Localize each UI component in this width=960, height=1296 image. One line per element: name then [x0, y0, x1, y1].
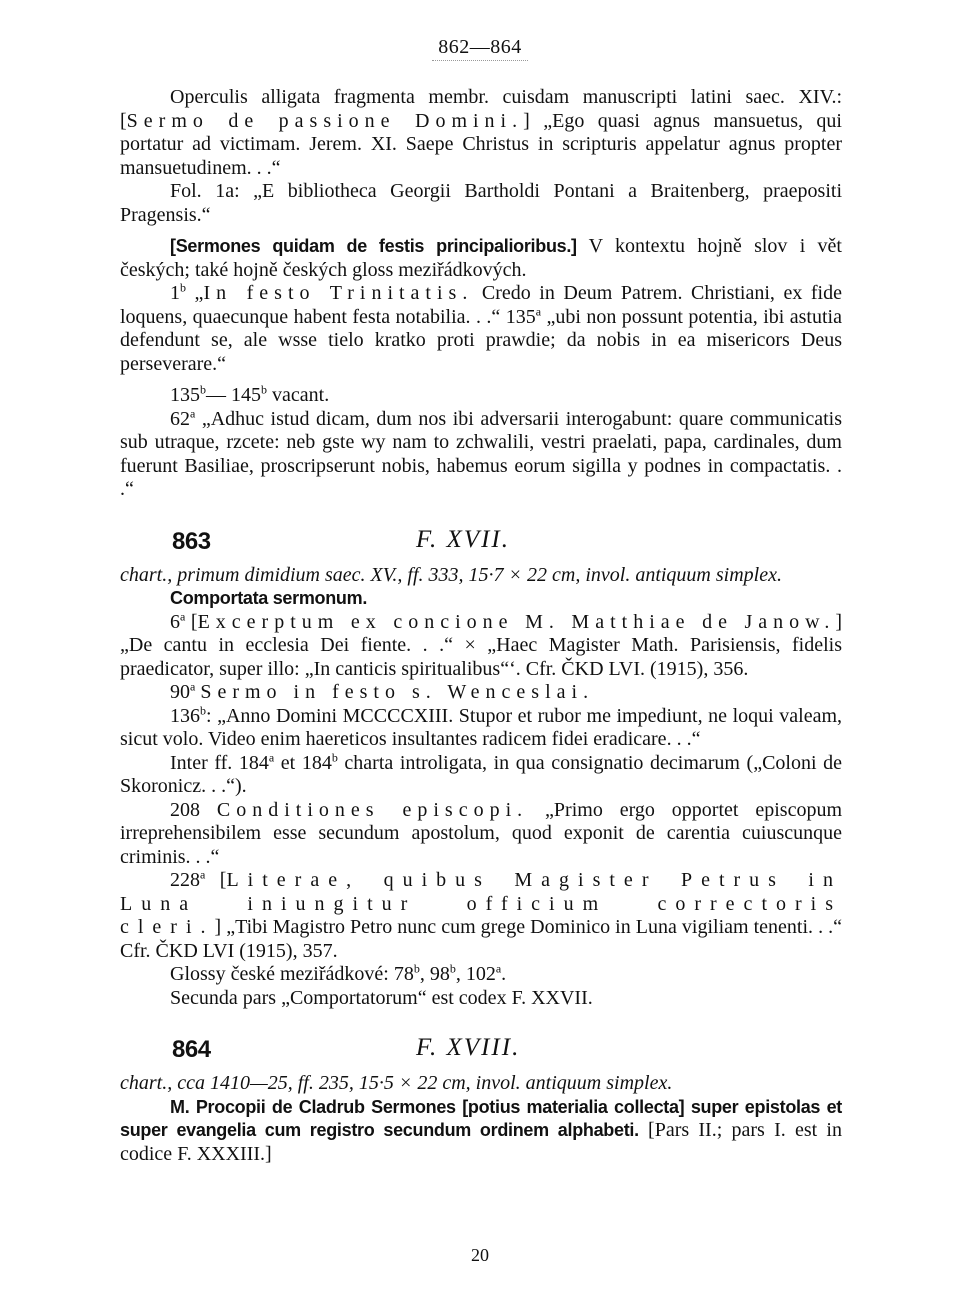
spaced-title: In festo Trinitatis.	[203, 282, 474, 304]
entry-864-heading	[120, 1032, 842, 1072]
bold-title: Comportata sermonum.	[170, 588, 368, 608]
text-run: ] „De cantu in ecclesia Dei fiente. . .“ × „Haec Magister Math. Parisiensis, fidelis praedicator, super illo: „In canticis spiritualibus“‘. Cfr. ČKD LVI. (1915), 356.	[120, 610, 842, 680]
paragraph-folio: Fol. 1a: „E bibliotheca Georgii Bartholdi Pontani a Braitenberg, praepositi Pragensis.“	[120, 180, 842, 226]
text-run: 228	[170, 869, 200, 891]
text-run: — 145	[206, 384, 261, 406]
spaced-title: Literae, quibus Magister Petrus in Luna iniungitur officium correctoris cleri.	[120, 869, 842, 938]
codex-description: chart., cca 1410—25, ff. 235, 15·5 × 22 cm, invol. antiquum simplex.	[120, 1072, 673, 1094]
sup: b	[331, 749, 338, 764]
paragraph-trinitatis	[120, 282, 842, 376]
item-184	[120, 749, 843, 799]
text-run: [Pars II.; pars I. est in codice F. XXXIII.]	[120, 1119, 842, 1165]
text-run: V kontextu hojně slov i vět českých; také hojně českých gloss meziřádkových.	[120, 235, 842, 281]
spaced-title: Conditiones episcopi.	[216, 798, 529, 821]
text-run: 6	[170, 610, 180, 633]
text-run: ] „Ego quasi agnus mansuetus, qui portatur ad victimam. Jerem. XI. Saepe Christus in scripturis appelatur agnus propter mansuetudinem. . .“	[120, 109, 842, 179]
entry-number: 864	[172, 1036, 211, 1063]
text-run: „Adhuc istud dicam, dum nos ibi adversarii interogabunt: quare communicatis sub utraque, rzcete: neb gste wy nam to zchwalili, vestri praelati, papa, cardinales, dum fuerunt Basiliae, proscripserunt nobis, habemus eorum sigilla y podnes in compactatis. . .“	[120, 407, 842, 500]
item-136b	[120, 702, 842, 752]
entry-number: 863	[172, 527, 211, 555]
text-run: vacant.	[267, 384, 330, 406]
text-run: 208	[170, 798, 217, 821]
entry-863-heading	[120, 524, 842, 564]
paragraph-vacant	[120, 384, 842, 408]
text-run: Glossy české meziřádkové: 78	[170, 963, 414, 985]
text-run: 90	[170, 681, 190, 703]
paragraph-sermones	[120, 235, 842, 282]
header-rule	[432, 60, 528, 61]
text-run: 1	[170, 282, 180, 304]
item-90a	[120, 681, 842, 705]
text-run: „ubi non possunt potentia, ibi astutia defendunt se, ale wsse tielo kratko proti prawdie; da nobis in ea misericors Deus perseverare.“	[120, 305, 842, 375]
text-run: [	[185, 610, 198, 633]
item-228a	[120, 869, 842, 963]
page-number: 20	[471, 1245, 489, 1265]
text-run: , 98	[419, 963, 450, 985]
entry-862-body	[120, 86, 842, 1166]
sup: a	[190, 405, 196, 420]
text-run: „Primo ergo opportet episcopum irreprehensibilem esse secundum apostolum, quod exponit de carentia cuiuscunque criminis. . .“	[120, 798, 843, 868]
sup: b	[200, 702, 206, 717]
sup: a	[535, 303, 542, 318]
shelf-mark: F. XVIII.	[416, 1034, 521, 1061]
text-run: : „Anno Domini MCCCCXIII. Stupor et rubor me impediunt, ne loqui valeam, sicut volo. Video enim haereticos insultantes radicem fidei eradicare. . .“	[120, 704, 842, 750]
sup: b	[180, 280, 186, 295]
item-6a	[120, 608, 842, 682]
spaced-title: Sermo in festo s. Wenceslai.	[200, 681, 595, 703]
text-run: ] „Tibi Magistro Petro nunc cum grege Dominico in Luna vigiliam tenenti. . .“ Cfr. ČKD LVI (1915), 357.	[120, 916, 842, 962]
text-run: charta introligata, in qua consignatio decimarum („Coloni de Skoronicz. . .“).	[120, 751, 843, 797]
codex-description: chart., primum dimidium saec. XV., ff. 333, 15·7 × 22 cm, invol. antiquum simplex.	[120, 563, 782, 586]
spaced-title: Sermo de passione Domini.	[126, 109, 524, 132]
text-run: „	[186, 282, 204, 304]
text-run: Operculis alligata fragmenta membr. cuisdam manuscripti latini saec. XIV.: [	[120, 86, 842, 132]
running-header: 862—864	[438, 36, 522, 58]
sup: a	[190, 679, 196, 694]
sup: a	[495, 961, 502, 976]
text-run: [	[205, 869, 227, 891]
spaced-title: Excerptum ex concione M. Matthiae de Janow.	[197, 610, 836, 633]
sup: a	[200, 867, 206, 882]
text-run: .	[501, 963, 507, 985]
codex-title-paragraph	[120, 1096, 842, 1167]
bold-title: [Sermones quidam de festis principalioribus.]	[170, 236, 577, 256]
text-run: Inter ff. 184	[170, 751, 269, 774]
sup: b	[261, 382, 267, 397]
codex-title	[120, 587, 842, 611]
sup: b	[413, 961, 420, 976]
item-glossy	[120, 963, 842, 987]
bold-title: M. Procopii de Cladrub Sermones [potius materialia collecta] super epistolas et super evangelia cum registro secundum ordinem alphabeti.	[120, 1096, 842, 1140]
sup: b	[449, 961, 456, 976]
sup: b	[200, 382, 206, 397]
text-run: 135	[170, 384, 200, 406]
text-run: 62	[170, 407, 190, 430]
item-208	[120, 799, 842, 870]
text-run: et 184	[274, 751, 332, 774]
shelf-mark: F. XVII.	[416, 525, 510, 553]
text-run: 136	[170, 704, 200, 727]
sup: a	[268, 749, 275, 764]
paragraph-opercula	[120, 86, 842, 180]
item-secunda-pars: Secunda pars „Comportatorum“ est codex F. XXVII.	[170, 986, 593, 1009]
text-run: , 102	[455, 963, 496, 985]
paragraph-adhuc	[120, 405, 842, 502]
sup: a	[180, 608, 186, 623]
text-run: Credo in Deum Patrem. Christiani, ex fide loquens, quaecunque habent festa notabilia. . .“ 135	[120, 282, 842, 328]
